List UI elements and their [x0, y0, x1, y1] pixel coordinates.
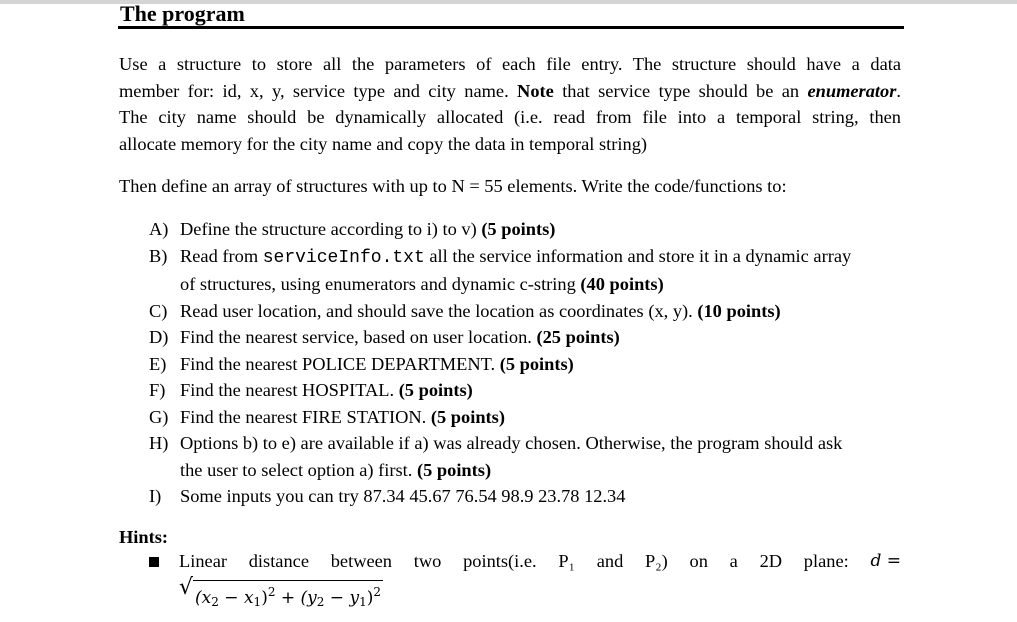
task-points: (5 points)	[416, 459, 492, 480]
task-item: D) Find the nearest service, based on user location. (25 points)	[149, 324, 901, 351]
task-points: (5 points)	[398, 380, 473, 400]
task-points: (5 points)	[481, 219, 556, 239]
intro-line-3: The city name should be dynamically allocated (i.e. read from file into a temporal string, then	[119, 107, 901, 127]
task-list	[149, 216, 901, 510]
file-name: serviceInfo.txt	[262, 247, 425, 268]
note-label: Note	[517, 80, 554, 101]
intro-line-4: allocate memory for the city name and copy the data in temporal string)	[119, 133, 648, 154]
intro-line-2: member for: id, x, y, service type and city name. Note that service type should be an enumerator.	[119, 80, 901, 101]
task-points: (5 points)	[499, 353, 574, 374]
task-item: G) Find the nearest FIRE STATION. (5 points)	[149, 404, 901, 431]
enumerator-word: enumerator	[807, 80, 897, 101]
intro-paragraph	[119, 51, 901, 157]
square-root-icon: √	[179, 575, 194, 600]
task-item: F) Find the nearest HOSPITAL. (5 points)	[149, 377, 901, 404]
task-marker: E)	[149, 353, 167, 374]
section-heading: The program	[120, 1, 245, 26]
task-marker: G)	[149, 406, 169, 427]
square-bullet-icon	[149, 557, 159, 567]
task-points: (25 points)	[536, 327, 620, 347]
distance-formula	[179, 575, 901, 613]
task-marker: D)	[149, 327, 169, 347]
task-item: A) Define the structure according to i) to v) (5 points)	[149, 216, 901, 243]
task-marker: I)	[149, 486, 162, 506]
task-item: C) Read user location, and should save the location as coordinates (x, y). (10 points)	[149, 298, 901, 325]
task-marker: B)	[149, 245, 168, 266]
task-item: H) Options b) to e) are available if a) was already chosen. Otherwise, the program should ask the user to select option a) first. (5 points)	[149, 430, 901, 483]
formula-radicand: $(x2 - x1)^2 + (y2 - y1)^2$	[193, 580, 383, 613]
array-line: Then define an array of structures with up to N = 55 elements. Write the code/functions to:	[119, 176, 787, 196]
task-marker: F)	[149, 380, 166, 400]
task-item: B) Read from serviceInfo.txt all the service information and store it in a dynamic array of structures, using enumerators and dynamic c-string (40 points)	[149, 243, 901, 298]
intro-line-1: Use a structure to store all the parameters of each file entry. The structure should have a data	[119, 54, 901, 74]
array-paragraph	[119, 173, 901, 200]
heading-underline	[118, 26, 904, 29]
task-points: (10 points)	[697, 300, 781, 321]
hints-title: Hints:	[119, 527, 169, 547]
task-points: (5 points)	[430, 406, 505, 427]
task-marker: A)	[149, 219, 169, 239]
task-points: (40 points)	[580, 274, 664, 294]
task-marker: H)	[149, 433, 169, 453]
task-item: E) Find the nearest POLICE DEPARTMENT. (5 points)	[149, 351, 901, 378]
task-item: I) Some inputs you can try 87.34 45.67 76.54 98.9 23.78 12.34	[149, 483, 901, 510]
task-marker: C)	[149, 300, 168, 321]
hint-text-line: Linear distance between two points(i.e. P₁ and P₂) on a 2D plane: d =	[179, 551, 901, 571]
